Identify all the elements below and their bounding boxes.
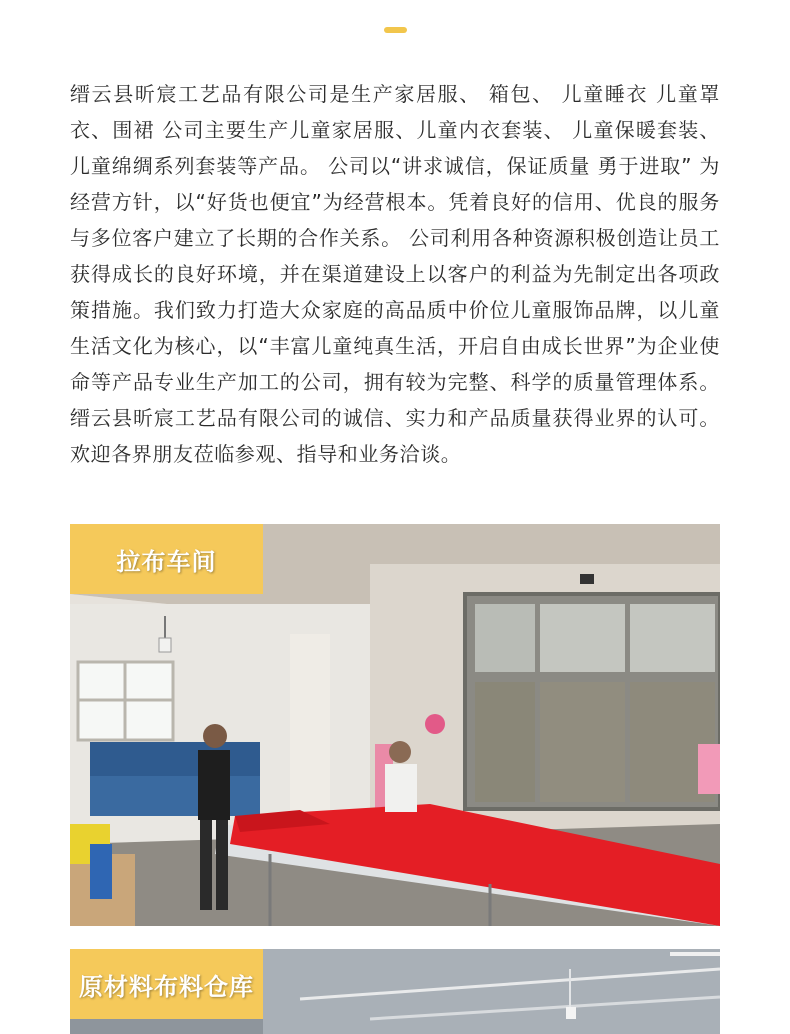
title-underline-bar — [384, 27, 407, 33]
fabric-spreading-workshop-photo — [70, 524, 720, 926]
section-label-raw-material-warehouse: 原材料布料仓库 — [70, 949, 263, 1019]
raw-material-warehouse-photo — [70, 949, 720, 1034]
section-label-fabric-spreading-workshop: 拉布车间 — [70, 524, 263, 594]
company-intro-text: 缙云县昕宸工艺品有限公司是生产家居服、 箱包、 儿童睡衣 儿童罩衣、围裙 公司主要生产儿童家居服、儿童内衣套装、 儿童保暖套装、 儿童绵绸系列套装等产品。 公司以“讲求诚信，保证质量 勇于进取” 为经营方针，以“好货也便宜”为经营根本。凭着良好的信用、优良的服务与多位客户建立了长期的合作关系。 公司利用各种资源积极创造让员工获得成长的良好环境，并在渠道建设上以客户的利益为先制定出各项政策措施。我们致力打造大众家庭的高品质中价位儿童服饰品牌，以儿童生活文化为核心，以“丰富儿童纯真生活，开启自由成长世界”为企业使命等产品专业生产加工的公司，拥有较为完整、科学的质量管理体系。缙云县昕宸工艺品有限公司的诚信、实力和产品质量获得业界的认可。欢迎各界朋友莅临参观、指导和业务洽谈。 — [70, 82, 720, 466]
